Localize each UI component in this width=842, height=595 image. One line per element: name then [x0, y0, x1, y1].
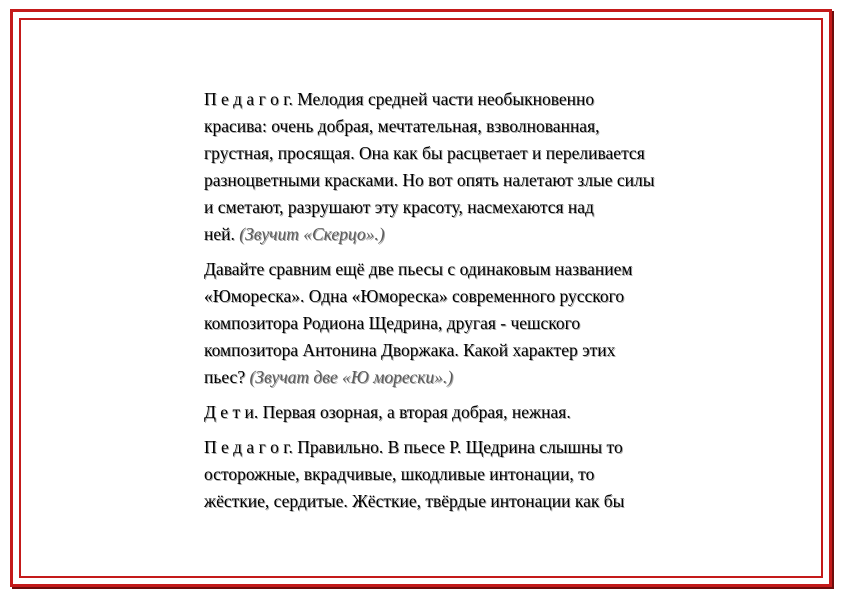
stage-cue: (Звучит «Скерцо».) — [239, 224, 385, 244]
text-line: жёсткие, сердитые. Жёсткие, твёрдые интонации как бы — [204, 491, 625, 511]
stage-cue: (Звучат две «Ю морески».) — [249, 367, 454, 387]
text-line-with-cue — [204, 221, 724, 248]
text-line: осторожные, вкрадчивые, шкодливые интонации, то — [204, 464, 595, 484]
text-line: грустная, просящая. Она как бы расцветает и переливается — [204, 143, 645, 163]
text-line: «Юмореска». Одна «Юмореска» современного русского — [204, 286, 625, 306]
text-line: П е д а г о г. Мелодия средней части необыкновенно — [204, 89, 595, 109]
text-line: и сметают, разрушают эту красоту, насмехаются над — [204, 197, 594, 217]
paragraph-humoresque-compare — [204, 256, 724, 391]
text-line: П е д а г о г. Правильно. В пьесе Р. Щедрина слышны то — [204, 437, 623, 457]
paragraph-teacher-shchedrin — [204, 434, 724, 515]
slide-text-block — [204, 86, 724, 523]
paragraph-teacher-scherzo — [204, 86, 724, 248]
text-line: красива: очень добрая, мечтательная, взволнованная, — [204, 116, 600, 136]
text-line: композитора Родиона Щедрина, другая - чешского — [204, 313, 581, 333]
text-line: Д е т и. Первая озорная, а вторая добрая, нежная. — [204, 402, 571, 422]
text-fragment: пьес? — [204, 367, 250, 387]
text-line: композитора Антонина Дворжака. Какой характер этих — [204, 340, 616, 360]
text-line: Давайте сравним ещё две пьесы с одинаковым названием — [204, 259, 633, 279]
text-fragment: ней. — [204, 224, 240, 244]
paragraph-children-answer — [204, 399, 724, 426]
text-line-with-cue — [204, 364, 724, 391]
text-line: разноцветными красками. Но вот опять налетают злые силы — [204, 170, 655, 190]
